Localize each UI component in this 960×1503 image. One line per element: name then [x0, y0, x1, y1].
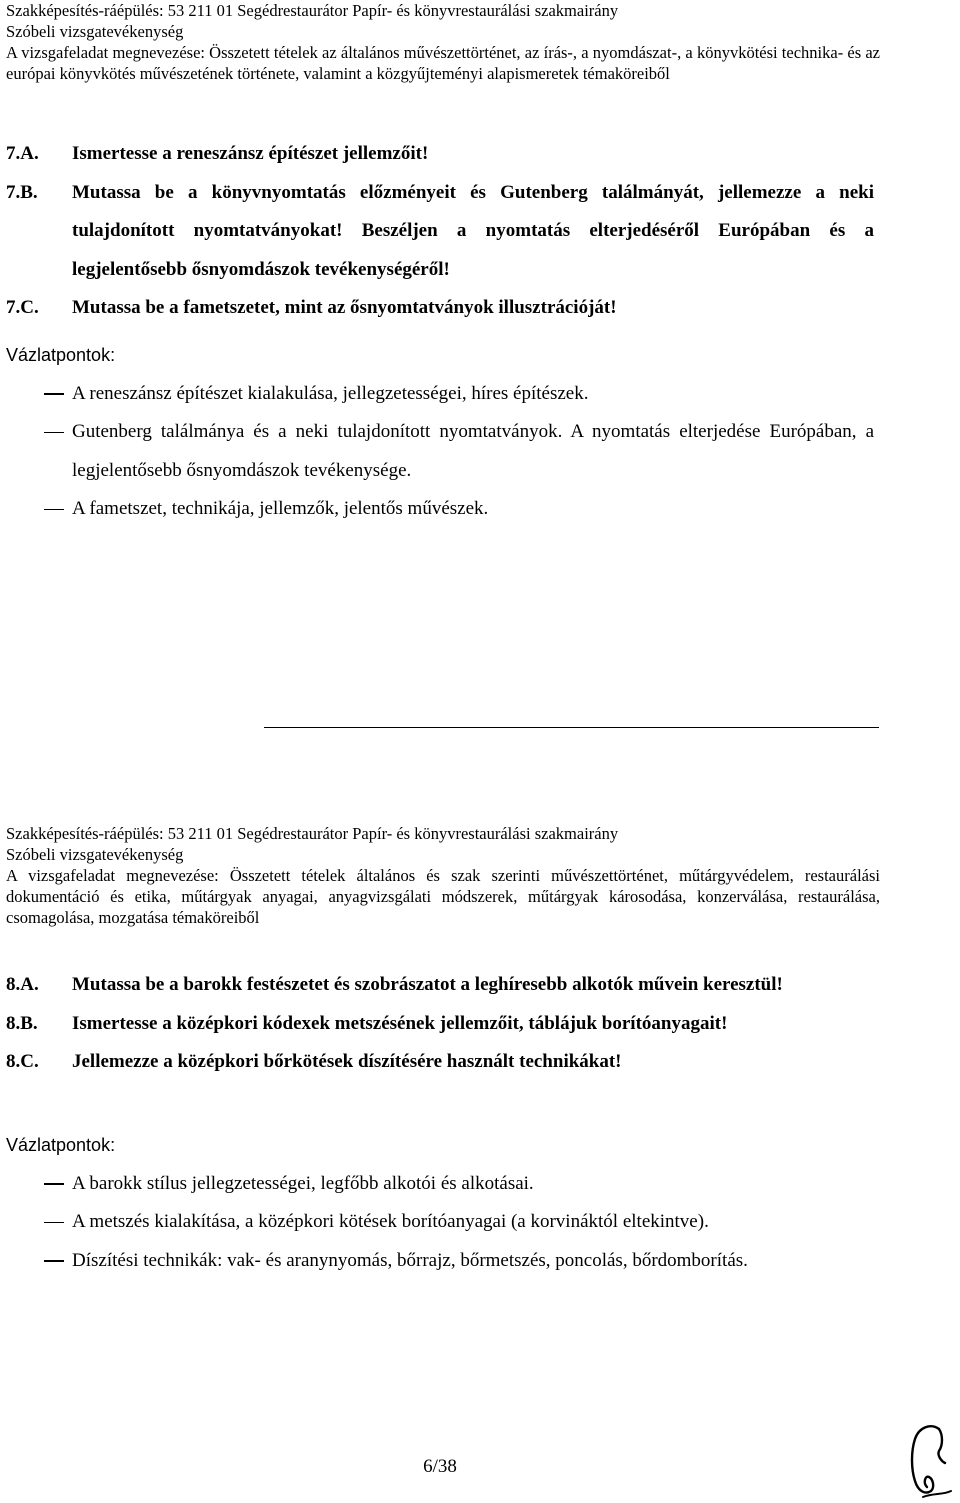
dash-bullet-icon [6, 375, 72, 414]
header-qualification: Szakképesítés-ráépülés: 53 211 01 Segédrestaurátor Papír- és könyvrestaurálási szakmairány [6, 824, 619, 843]
task-8b [6, 1005, 874, 1044]
task-8c [6, 1043, 874, 1082]
dash-bullet-icon [6, 413, 72, 490]
dash-bullet-icon [6, 1165, 72, 1204]
page-number: 6/38 [423, 1456, 457, 1477]
outline-item-text: Gutenberg találmánya és a neki tulajdonított nyomtatványok. A nyomtatás elterjedése Európában, a legjelentősebb ősnyomdászok tevékenysége. [72, 421, 874, 481]
page2-header [6, 823, 880, 928]
task-code: 8.C. [6, 1051, 39, 1072]
task-code: 7.C. [6, 297, 39, 318]
task-text: Mutassa be a fametszetet, mint az ősnyomtatványok illusztrációját! [72, 297, 617, 318]
outline-item-text: A reneszánsz építészet kialakulása, jellegzetességei, híres építészek. [72, 382, 589, 404]
task-7a [6, 135, 874, 174]
outline-item [6, 375, 874, 414]
outline-label: Vázlatpontok: [6, 1135, 116, 1155]
task-7b [6, 174, 874, 290]
header-task-name: A vizsgafeladat megnevezése: Összetett tételek általános és szak szerinti művészettörténet, műtárgyvédelem, restaurálási dokumentáció és etika, műtárgyak anyagai, anyagvizsgálati módszerek, műtárgyak károsodása, konzerválása, restaurálása, csomagolása, mozgatása témaköreiből [6, 866, 880, 927]
task-text: Mutassa be a barokk festészetet és szobrászatot a leghíresebb alkotók művein keresztül! [72, 974, 783, 995]
page2-tasks [6, 966, 874, 1082]
outline-item [6, 1165, 874, 1204]
task-text: Mutassa be a könyvnyomtatás előzményeit és Gutenberg találmányát, jellemezze a neki tulajdonított nyomtatványokat! Beszéljen a nyomtatás elterjedéséről Európában és a legjelentősebb ősnyomdászok tevékenységéről! [72, 181, 874, 280]
dash-bullet-icon [6, 1242, 72, 1281]
outline-item-text: A metszés kialakítása, a középkori kötések borítóanyagai (a korvináktól eltekintve). [72, 1211, 709, 1232]
outline-item [6, 490, 874, 529]
task-text: Jellemezze a középkori bőrkötések díszítésére használt technikákat! [72, 1051, 622, 1072]
outline-label: Vázlatpontok: [6, 345, 116, 365]
page1-header [6, 0, 880, 84]
dash-bullet-icon [6, 490, 72, 529]
outline-item-text: Díszítési technikák: vak- és aranynyomás, bőrrajz, bőrmetszés, poncolás, bőrdomborítás. [72, 1249, 748, 1271]
task-text: Ismertesse a reneszánsz építészet jellemzőit! [72, 143, 429, 164]
outline-item-text: A fametszet, technikája, jellemzők, jelentős művészek. [72, 498, 489, 519]
page-separator [264, 727, 879, 728]
outline-item-text: A barokk stílus jellegzetességei, legfőbb alkotói és alkotásai. [72, 1172, 534, 1194]
task-code: 7.A. [6, 143, 39, 164]
outline-item [6, 413, 874, 490]
page1-tasks [6, 135, 874, 328]
task-7c [6, 289, 874, 328]
outline-item [6, 1203, 874, 1242]
header-task-name: A vizsgafeladat megnevezése: Összetett tételek az általános művészettörténet, az írás-, a nyomdászat-, a könyvkötési technika- és az európai könyvkötés művészetének története, valamint a közgyűjteményi alapismeretek témaköreiből [6, 43, 880, 83]
header-exam-type: Szóbeli vizsgatevékenység [6, 845, 184, 864]
dash-bullet-icon [6, 1203, 72, 1242]
task-code: 8.A. [6, 974, 39, 995]
page1-outline [6, 336, 874, 529]
header-exam-type: Szóbeli vizsgatevékenység [6, 22, 184, 41]
task-8a [6, 966, 874, 1005]
header-qualification: Szakképesítés-ráépülés: 53 211 01 Segédrestaurátor Papír- és könyvrestaurálási szakmairány [6, 1, 619, 20]
page2-outline [6, 1126, 874, 1280]
task-code: 8.B. [6, 1012, 38, 1034]
outline-item [6, 1242, 874, 1281]
handwritten-signature [905, 1417, 953, 1501]
task-code: 7.B. [6, 181, 38, 203]
task-text: Ismertesse a középkori kódexek metszésének jellemzőit, táblájuk borítóanyagait! [72, 1012, 728, 1034]
